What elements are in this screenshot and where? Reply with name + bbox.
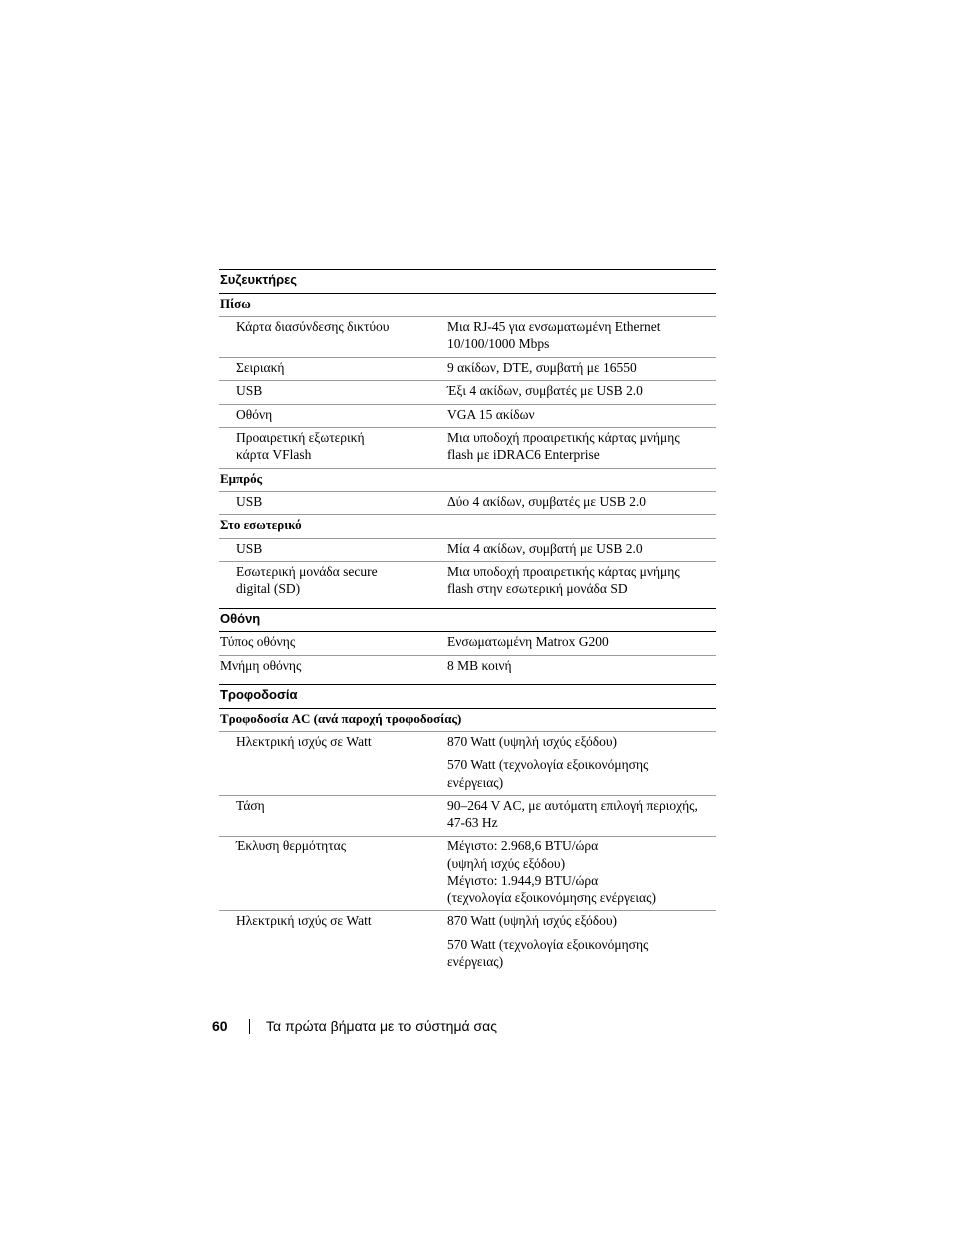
row-value: 10/100/1000 Mbps (447, 336, 550, 351)
row-label: USB (236, 494, 263, 509)
row-value: Μια RJ-45 για ενσωματωμένη Ethernet (447, 319, 661, 334)
row-value: ενέργειας) (447, 954, 504, 969)
row-label: Οθόνη (236, 407, 273, 422)
footer-separator (249, 1019, 250, 1034)
row-label: Μνήμη οθόνης (220, 658, 302, 673)
row-divider (219, 655, 716, 656)
row-divider (219, 561, 716, 562)
subsection-back: Πίσω (220, 296, 251, 311)
row-divider (219, 795, 716, 796)
row-label: κάρτα VFlash (236, 447, 312, 462)
row-label: digital (SD) (236, 581, 301, 596)
row-label: Εσωτερική μονάδα secure (236, 564, 378, 579)
row-value: 870 Watt (υψηλή ισχύς εξόδου) (447, 734, 617, 749)
footer-title: Τα πρώτα βήματα με το σύστημά σας (266, 1018, 497, 1034)
subsection-internal: Στο εσωτερικό (220, 517, 302, 532)
row-label: Ηλεκτρική ισχύς σε Watt (236, 734, 372, 749)
row-value: 47-63 Hz (447, 815, 498, 830)
row-label: Προαιρετική εξωτερική (236, 430, 365, 445)
page-number: 60 (212, 1018, 228, 1034)
section-title-connectors: Συζευκτήρες (220, 272, 298, 287)
row-value: (υψηλή ισχύς εξόδου) (447, 856, 566, 871)
section-divider (219, 269, 716, 270)
row-value: Μία 4 ακίδων, συμβατή με USB 2.0 (447, 541, 643, 556)
subsection-front: Εμπρός (220, 471, 263, 486)
row-value: flash στην εσωτερική μονάδα SD (447, 581, 628, 596)
row-divider (219, 427, 716, 428)
row-divider (219, 357, 716, 358)
section-divider (219, 631, 716, 632)
row-value: Μια υποδοχή προαιρετικής κάρτας μνήμης (447, 564, 680, 579)
row-label: Τάση (236, 798, 265, 813)
section-title-power: Τροφοδοσία (220, 687, 298, 702)
subsection-ac-power: Τροφοδοσία AC (ανά παροχή τροφοδοσίας) (220, 711, 462, 726)
row-divider (219, 731, 716, 732)
row-divider (219, 514, 716, 515)
row-value: VGA 15 ακίδων (447, 407, 535, 422)
row-label: Σειριακή (236, 360, 285, 375)
row-divider (219, 404, 716, 405)
row-value: 90–264 V AC, με αυτόματη επιλογή περιοχής, (447, 798, 698, 813)
row-value: 570 Watt (τεχνολογία εξοικονόμησης (447, 937, 649, 952)
row-value: Μέγιστο: 2.968,6 BTU/ώρα (447, 838, 599, 853)
row-value: Ενσωματωμένη Matrox G200 (447, 634, 609, 649)
row-value: 570 Watt (τεχνολογία εξοικονόμησης (447, 757, 649, 772)
section-divider (219, 608, 716, 609)
row-label: USB (236, 541, 263, 556)
row-label: Κάρτα διασύνδεσης δικτύου (236, 319, 390, 334)
section-divider (219, 708, 716, 709)
row-divider (219, 538, 716, 539)
row-value: 8 MB κοινή (447, 658, 512, 673)
row-label: Έκλυση θερμότητας (236, 838, 347, 853)
row-value: Έξι 4 ακίδων, συμβατές με USB 2.0 (447, 383, 643, 398)
section-divider (219, 293, 716, 294)
row-divider (219, 316, 716, 317)
row-value: Μέγιστο: 1.944,9 BTU/ώρα (447, 873, 599, 888)
row-divider (219, 468, 716, 469)
row-value: 870 Watt (υψηλή ισχύς εξόδου) (447, 913, 617, 928)
row-value: Μια υποδοχή προαιρετικής κάρτας μνήμης (447, 430, 680, 445)
row-label: USB (236, 383, 263, 398)
row-divider (219, 491, 716, 492)
row-label: Ηλεκτρική ισχύς σε Watt (236, 913, 372, 928)
row-value: Δύο 4 ακίδων, συμβατές με USB 2.0 (447, 494, 646, 509)
row-value: flash με iDRAC6 Enterprise (447, 447, 600, 462)
section-title-display: Οθόνη (220, 611, 261, 626)
row-divider (219, 380, 716, 381)
row-divider (219, 910, 716, 911)
row-value: 9 ακίδων, DTE, συμβατή με 16550 (447, 360, 637, 375)
row-value: ενέργειας) (447, 775, 504, 790)
row-value: (τεχνολογία εξοικονόμησης ενέργειας) (447, 890, 656, 905)
section-divider (219, 684, 716, 685)
row-label: Τύπος οθόνης (220, 634, 296, 649)
